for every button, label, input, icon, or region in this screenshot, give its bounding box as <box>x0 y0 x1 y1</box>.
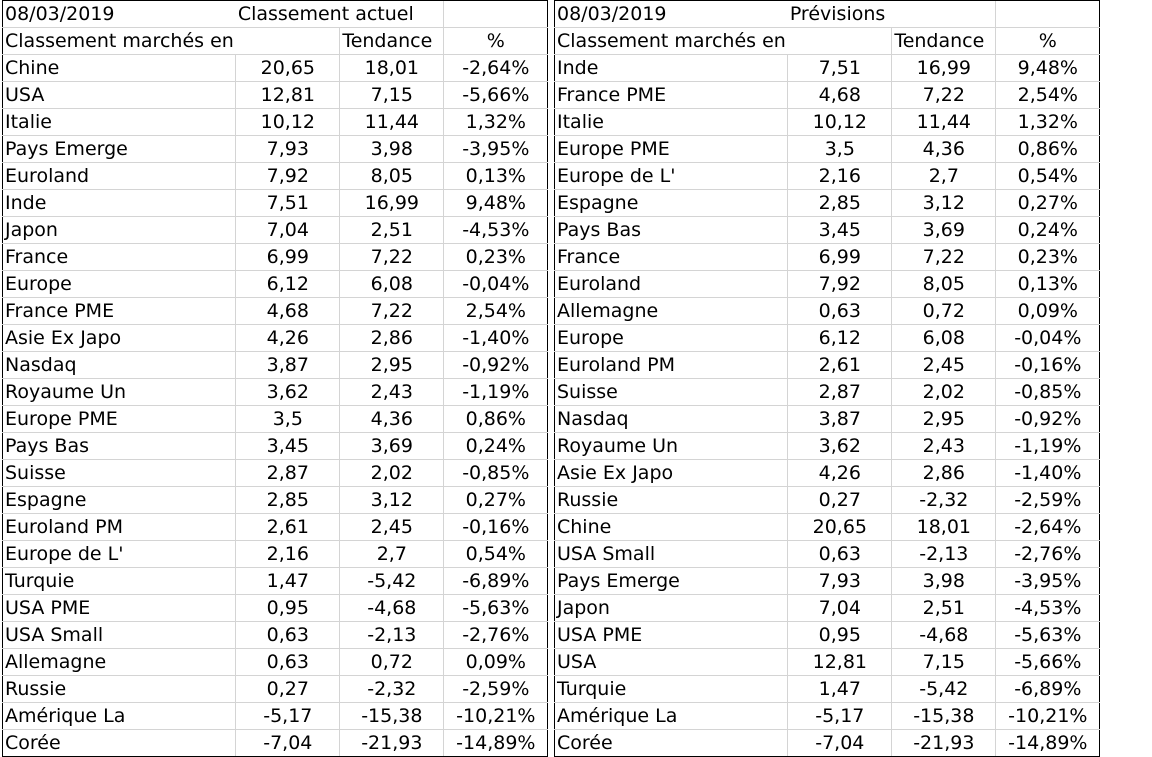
ranking-value-cell[interactable]: 7,93 <box>236 136 340 163</box>
percent-change-cell[interactable]: -2,59% <box>996 487 1100 514</box>
trend-value-cell[interactable]: -15,38 <box>892 703 996 730</box>
column-header-empty[interactable] <box>788 28 892 55</box>
trend-value-cell[interactable]: 6,08 <box>340 271 444 298</box>
percent-change-cell[interactable]: 0,27% <box>996 190 1100 217</box>
ranking-value-cell[interactable]: -7,04 <box>236 730 340 757</box>
percent-change-cell[interactable]: -3,95% <box>444 136 548 163</box>
trend-value-cell[interactable]: 4,36 <box>340 406 444 433</box>
table-row <box>555 163 1100 190</box>
table-row <box>3 541 548 568</box>
trend-value-cell[interactable]: 4,36 <box>892 136 996 163</box>
percent-change-cell[interactable]: -5,66% <box>444 82 548 109</box>
column-header-trend[interactable]: Tendance <box>340 28 444 55</box>
market-name-cell[interactable]: Japon <box>555 595 788 622</box>
percent-change-cell[interactable]: 2,54% <box>444 298 548 325</box>
market-name-cell[interactable]: Pays Bas <box>555 217 788 244</box>
percent-change-cell[interactable]: -0,85% <box>996 379 1100 406</box>
trend-value-cell[interactable]: 7,15 <box>892 649 996 676</box>
column-header-name[interactable]: Classement marchés en <box>555 28 788 55</box>
percent-change-cell[interactable]: -5,63% <box>444 595 548 622</box>
table-row <box>555 298 1100 325</box>
market-name-cell[interactable]: Russie <box>3 676 236 703</box>
ranking-value-cell[interactable]: 0,63 <box>236 622 340 649</box>
percent-change-cell[interactable]: -2,76% <box>996 541 1100 568</box>
trend-value-cell[interactable]: 11,44 <box>892 109 996 136</box>
table-row <box>3 514 548 541</box>
trend-value-cell[interactable]: 7,22 <box>340 298 444 325</box>
percent-change-cell[interactable]: 0,24% <box>996 217 1100 244</box>
trend-value-cell[interactable]: 3,69 <box>892 217 996 244</box>
market-name-cell[interactable]: Japon <box>3 217 236 244</box>
trend-value-cell[interactable]: -2,13 <box>892 541 996 568</box>
market-name-cell[interactable]: Suisse <box>555 379 788 406</box>
table-row <box>555 676 1100 703</box>
percent-change-cell[interactable]: -1,40% <box>996 460 1100 487</box>
table-row <box>555 730 1100 757</box>
percent-change-cell[interactable]: 0,13% <box>444 163 548 190</box>
market-name-cell[interactable]: Inde <box>555 55 788 82</box>
trend-value-cell[interactable]: 2,45 <box>892 352 996 379</box>
market-name-cell[interactable]: Royaume Un <box>3 379 236 406</box>
table-row <box>3 82 548 109</box>
table-row <box>3 406 548 433</box>
table-row <box>555 460 1100 487</box>
ranking-value-cell[interactable]: 3,87 <box>236 352 340 379</box>
trend-value-cell[interactable]: 3,12 <box>340 487 444 514</box>
table-row <box>555 649 1100 676</box>
trend-value-cell[interactable]: 2,95 <box>892 406 996 433</box>
percent-change-cell[interactable]: -1,19% <box>996 433 1100 460</box>
market-name-cell[interactable]: Europe <box>3 271 236 298</box>
trend-value-cell[interactable]: -5,42 <box>892 676 996 703</box>
market-name-cell[interactable]: USA <box>3 82 236 109</box>
table-row <box>3 109 548 136</box>
percent-change-cell[interactable]: 0,24% <box>444 433 548 460</box>
ranking-value-cell[interactable]: 2,16 <box>236 541 340 568</box>
trend-value-cell[interactable]: 3,98 <box>892 568 996 595</box>
table-row <box>3 271 548 298</box>
table-row <box>555 325 1100 352</box>
header-row <box>3 28 548 55</box>
ranking-value-cell[interactable]: 3,5 <box>788 136 892 163</box>
ranking-value-cell[interactable]: 3,87 <box>788 406 892 433</box>
market-name-cell[interactable]: France <box>3 244 236 271</box>
market-name-cell[interactable]: Euroland <box>555 271 788 298</box>
market-name-cell[interactable]: USA Small <box>3 622 236 649</box>
ranking-value-cell[interactable]: 7,92 <box>788 271 892 298</box>
table-row <box>555 217 1100 244</box>
market-name-cell[interactable]: Chine <box>3 55 236 82</box>
market-name-cell[interactable]: USA PME <box>3 595 236 622</box>
ranking-value-cell[interactable]: 2,61 <box>236 514 340 541</box>
percent-change-cell[interactable]: -1,40% <box>444 325 548 352</box>
market-name-cell[interactable]: Europe de L' <box>3 541 236 568</box>
trend-value-cell[interactable]: 2,43 <box>340 379 444 406</box>
market-name-cell[interactable]: Russie <box>555 487 788 514</box>
table-row <box>3 190 548 217</box>
market-name-cell[interactable]: Royaume Un <box>555 433 788 460</box>
percent-change-cell[interactable]: 0,13% <box>996 271 1100 298</box>
percent-change-cell[interactable]: -0,92% <box>444 352 548 379</box>
trend-value-cell[interactable]: -5,42 <box>340 568 444 595</box>
market-name-cell[interactable]: Chine <box>555 514 788 541</box>
percent-change-cell[interactable]: -10,21% <box>996 703 1100 730</box>
table-row <box>555 433 1100 460</box>
market-name-cell[interactable]: USA PME <box>555 622 788 649</box>
ranking-value-cell[interactable]: 0,95 <box>236 595 340 622</box>
ranking-value-cell[interactable]: 7,92 <box>236 163 340 190</box>
market-name-cell[interactable]: Euroland PM <box>555 352 788 379</box>
trend-value-cell[interactable]: 3,69 <box>340 433 444 460</box>
forecast-table <box>554 0 1100 757</box>
current-ranking-body <box>3 1 548 757</box>
trend-value-cell[interactable]: 2,02 <box>892 379 996 406</box>
trend-value-cell[interactable]: 3,98 <box>340 136 444 163</box>
trend-value-cell[interactable]: 16,99 <box>892 55 996 82</box>
table-row <box>3 649 548 676</box>
trend-value-cell[interactable]: 2,86 <box>892 460 996 487</box>
market-name-cell[interactable]: Europe de L' <box>555 163 788 190</box>
market-name-cell[interactable]: Corée <box>555 730 788 757</box>
percent-change-cell[interactable]: 9,48% <box>996 55 1100 82</box>
market-name-cell[interactable]: Turquie <box>3 568 236 595</box>
percent-change-cell[interactable]: 0,23% <box>444 244 548 271</box>
ranking-value-cell[interactable]: 3,62 <box>236 379 340 406</box>
market-name-cell[interactable]: Asie Ex Japo <box>555 460 788 487</box>
market-name-cell[interactable]: USA <box>555 649 788 676</box>
ranking-value-cell[interactable]: 3,45 <box>236 433 340 460</box>
market-name-cell[interactable]: Espagne <box>3 487 236 514</box>
table-row <box>555 352 1100 379</box>
table-row <box>555 136 1100 163</box>
percent-change-cell[interactable]: -4,53% <box>996 595 1100 622</box>
percent-change-cell[interactable]: 0,86% <box>996 136 1100 163</box>
market-name-cell[interactable]: Corée <box>3 730 236 757</box>
ranking-value-cell[interactable]: 7,51 <box>788 55 892 82</box>
ranking-value-cell[interactable]: 20,65 <box>788 514 892 541</box>
trend-value-cell[interactable]: 3,12 <box>892 190 996 217</box>
trend-value-cell[interactable]: -2,32 <box>892 487 996 514</box>
market-name-cell[interactable]: Turquie <box>555 676 788 703</box>
title-row <box>555 1 1100 28</box>
percent-change-cell[interactable]: 0,86% <box>444 406 548 433</box>
percent-change-cell[interactable]: -6,89% <box>444 568 548 595</box>
column-header-empty[interactable] <box>236 28 340 55</box>
table-row <box>3 163 548 190</box>
percent-change-cell[interactable]: 0,54% <box>444 541 548 568</box>
ranking-value-cell[interactable]: 10,12 <box>236 109 340 136</box>
ranking-value-cell[interactable]: 2,61 <box>788 352 892 379</box>
percent-change-cell[interactable]: 9,48% <box>444 190 548 217</box>
trend-value-cell[interactable]: 0,72 <box>340 649 444 676</box>
market-name-cell[interactable]: Pays Emerge <box>555 568 788 595</box>
trend-value-cell[interactable]: 8,05 <box>892 271 996 298</box>
market-name-cell[interactable]: Nasdaq <box>3 352 236 379</box>
percent-change-cell[interactable]: 1,32% <box>444 109 548 136</box>
table-row <box>555 703 1100 730</box>
column-header-percent[interactable]: % <box>996 28 1100 55</box>
market-name-cell[interactable]: Italie <box>555 109 788 136</box>
market-name-cell[interactable]: Espagne <box>555 190 788 217</box>
trend-value-cell[interactable]: -2,13 <box>340 622 444 649</box>
ranking-value-cell[interactable]: 0,95 <box>788 622 892 649</box>
percent-change-cell[interactable]: -10,21% <box>444 703 548 730</box>
trend-value-cell[interactable]: 11,44 <box>340 109 444 136</box>
trend-value-cell[interactable]: -21,93 <box>892 730 996 757</box>
market-name-cell[interactable]: Allemagne <box>3 649 236 676</box>
table-row <box>555 271 1100 298</box>
percent-change-cell[interactable]: 0,09% <box>996 298 1100 325</box>
market-name-cell[interactable]: Amérique La <box>555 703 788 730</box>
current-ranking-table <box>2 0 548 757</box>
ranking-value-cell[interactable]: 3,45 <box>788 217 892 244</box>
table-row <box>3 487 548 514</box>
percent-change-cell[interactable]: -4,53% <box>444 217 548 244</box>
header-row <box>555 28 1100 55</box>
trend-value-cell[interactable]: 2,43 <box>892 433 996 460</box>
market-name-cell[interactable]: France <box>555 244 788 271</box>
table-row <box>555 109 1100 136</box>
percent-change-cell[interactable]: -3,95% <box>996 568 1100 595</box>
percent-change-cell[interactable]: -0,16% <box>996 352 1100 379</box>
ranking-value-cell[interactable]: 4,26 <box>236 325 340 352</box>
table-row <box>555 379 1100 406</box>
ranking-value-cell[interactable]: 0,63 <box>788 541 892 568</box>
table-row <box>3 460 548 487</box>
ranking-value-cell[interactable]: -5,17 <box>236 703 340 730</box>
market-name-cell[interactable]: Asie Ex Japo <box>3 325 236 352</box>
percent-change-cell[interactable]: -14,89% <box>444 730 548 757</box>
forecast-body <box>555 1 1100 757</box>
percent-change-cell[interactable]: -1,19% <box>444 379 548 406</box>
percent-change-cell[interactable]: -2,76% <box>444 622 548 649</box>
trend-value-cell[interactable]: 2,51 <box>892 595 996 622</box>
percent-change-cell[interactable]: 0,09% <box>444 649 548 676</box>
ranking-value-cell[interactable]: 6,12 <box>236 271 340 298</box>
table-title-cell[interactable]: Prévisions <box>788 1 996 28</box>
trend-value-cell[interactable]: -21,93 <box>340 730 444 757</box>
ranking-value-cell[interactable]: 0,63 <box>236 649 340 676</box>
title-row <box>3 1 548 28</box>
table-row <box>555 244 1100 271</box>
table-row <box>3 379 548 406</box>
table-row <box>3 433 548 460</box>
percent-change-cell[interactable]: 2,54% <box>996 82 1100 109</box>
market-name-cell[interactable]: France PME <box>555 82 788 109</box>
table-row <box>555 514 1100 541</box>
table-row <box>555 541 1100 568</box>
market-name-cell[interactable]: Amérique La <box>3 703 236 730</box>
percent-change-cell[interactable]: -5,66% <box>996 649 1100 676</box>
percent-change-cell[interactable]: -2,59% <box>444 676 548 703</box>
trend-value-cell[interactable]: 7,15 <box>340 82 444 109</box>
table-row <box>3 595 548 622</box>
ranking-value-cell[interactable]: 7,51 <box>236 190 340 217</box>
table-row <box>555 190 1100 217</box>
market-name-cell[interactable]: France PME <box>3 298 236 325</box>
table-row <box>3 568 548 595</box>
table-row <box>3 136 548 163</box>
trend-value-cell[interactable]: 2,51 <box>340 217 444 244</box>
ranking-value-cell[interactable]: 7,04 <box>236 217 340 244</box>
ranking-value-cell[interactable]: 7,93 <box>788 568 892 595</box>
table-row <box>3 217 548 244</box>
percent-change-cell[interactable]: -2,64% <box>996 514 1100 541</box>
trend-value-cell[interactable]: 8,05 <box>340 163 444 190</box>
ranking-value-cell[interactable]: 0,27 <box>788 487 892 514</box>
trend-value-cell[interactable]: -15,38 <box>340 703 444 730</box>
table-row <box>3 730 548 757</box>
table-row <box>3 244 548 271</box>
trend-value-cell[interactable]: 2,02 <box>340 460 444 487</box>
percent-change-cell[interactable]: -0,16% <box>444 514 548 541</box>
table-row <box>3 622 548 649</box>
market-name-cell[interactable]: Euroland <box>3 163 236 190</box>
percent-change-cell[interactable]: 0,54% <box>996 163 1100 190</box>
market-name-cell[interactable]: Allemagne <box>555 298 788 325</box>
table-row <box>3 676 548 703</box>
ranking-value-cell[interactable]: 1,47 <box>788 676 892 703</box>
market-name-cell[interactable]: Euroland PM <box>3 514 236 541</box>
ranking-value-cell[interactable]: 0,63 <box>788 298 892 325</box>
trend-value-cell[interactable]: 2,7 <box>340 541 444 568</box>
market-name-cell[interactable]: USA Small <box>555 541 788 568</box>
trend-value-cell[interactable]: 2,95 <box>340 352 444 379</box>
ranking-value-cell[interactable]: 4,26 <box>788 460 892 487</box>
table-row <box>555 622 1100 649</box>
trend-value-cell[interactable]: 0,72 <box>892 298 996 325</box>
market-name-cell[interactable]: Pays Bas <box>3 433 236 460</box>
ranking-value-cell[interactable]: 6,99 <box>788 244 892 271</box>
table-row <box>555 568 1100 595</box>
table-row <box>3 325 548 352</box>
market-name-cell[interactable]: Europe PME <box>3 406 236 433</box>
ranking-value-cell[interactable]: 12,81 <box>788 649 892 676</box>
table-row <box>3 703 548 730</box>
market-name-cell[interactable]: Europe PME <box>555 136 788 163</box>
ranking-value-cell[interactable]: 3,5 <box>236 406 340 433</box>
trend-value-cell[interactable]: 2,45 <box>340 514 444 541</box>
trend-value-cell[interactable]: 18,01 <box>340 55 444 82</box>
percent-change-cell[interactable]: 0,23% <box>996 244 1100 271</box>
trend-value-cell[interactable]: -2,32 <box>340 676 444 703</box>
market-name-cell[interactable]: Suisse <box>3 460 236 487</box>
date-cell[interactable]: 08/03/2019 <box>555 1 788 28</box>
percent-change-cell[interactable]: 0,27% <box>444 487 548 514</box>
table-row <box>3 55 548 82</box>
table-title-cell[interactable]: Classement actuel <box>236 1 444 28</box>
trend-value-cell[interactable]: 2,86 <box>340 325 444 352</box>
ranking-value-cell[interactable]: 10,12 <box>788 109 892 136</box>
trend-value-cell[interactable]: 6,08 <box>892 325 996 352</box>
percent-change-cell[interactable]: -0,92% <box>996 406 1100 433</box>
ranking-value-cell[interactable]: -7,04 <box>788 730 892 757</box>
ranking-value-cell[interactable]: -5,17 <box>788 703 892 730</box>
ranking-value-cell[interactable]: 7,04 <box>788 595 892 622</box>
table-row <box>555 55 1100 82</box>
table-row <box>555 595 1100 622</box>
trend-value-cell[interactable]: 7,22 <box>340 244 444 271</box>
percent-change-cell[interactable]: -0,85% <box>444 460 548 487</box>
column-header-trend[interactable]: Tendance <box>892 28 996 55</box>
trend-value-cell[interactable]: -4,68 <box>340 595 444 622</box>
date-cell[interactable]: 08/03/2019 <box>3 1 236 28</box>
trend-value-cell[interactable]: 7,22 <box>892 244 996 271</box>
percent-change-cell[interactable]: -5,63% <box>996 622 1100 649</box>
table-row <box>555 82 1100 109</box>
ranking-value-cell[interactable]: 2,85 <box>236 487 340 514</box>
ranking-value-cell[interactable]: 4,68 <box>236 298 340 325</box>
percent-change-cell[interactable]: -6,89% <box>996 676 1100 703</box>
percent-change-cell[interactable]: -0,04% <box>996 325 1100 352</box>
table-row <box>555 487 1100 514</box>
ranking-value-cell[interactable]: 20,65 <box>236 55 340 82</box>
trend-value-cell[interactable]: 2,7 <box>892 163 996 190</box>
ranking-value-cell[interactable]: 2,87 <box>236 460 340 487</box>
ranking-value-cell[interactable]: 2,16 <box>788 163 892 190</box>
ranking-value-cell[interactable]: 2,87 <box>788 379 892 406</box>
ranking-value-cell[interactable]: 3,62 <box>788 433 892 460</box>
market-name-cell[interactable]: Inde <box>3 190 236 217</box>
table-row <box>3 352 548 379</box>
percent-change-cell[interactable]: -2,64% <box>444 55 548 82</box>
ranking-value-cell[interactable]: 2,85 <box>788 190 892 217</box>
ranking-value-cell[interactable]: 4,68 <box>788 82 892 109</box>
trend-value-cell[interactable]: 16,99 <box>340 190 444 217</box>
column-header-name[interactable]: Classement marchés en <box>3 28 236 55</box>
table-row <box>3 298 548 325</box>
column-header-percent[interactable]: % <box>444 28 548 55</box>
market-name-cell[interactable]: Pays Emerge <box>3 136 236 163</box>
ranking-value-cell[interactable]: 0,27 <box>236 676 340 703</box>
market-name-cell[interactable]: Italie <box>3 109 236 136</box>
trend-value-cell[interactable]: -4,68 <box>892 622 996 649</box>
trend-value-cell[interactable]: 18,01 <box>892 514 996 541</box>
percent-change-cell[interactable]: -0,04% <box>444 271 548 298</box>
ranking-value-cell[interactable]: 6,99 <box>236 244 340 271</box>
percent-change-cell[interactable]: -14,89% <box>996 730 1100 757</box>
ranking-value-cell[interactable]: 6,12 <box>788 325 892 352</box>
percent-change-cell[interactable]: 1,32% <box>996 109 1100 136</box>
market-name-cell[interactable]: Nasdaq <box>555 406 788 433</box>
table-row <box>555 406 1100 433</box>
ranking-value-cell[interactable]: 1,47 <box>236 568 340 595</box>
trend-value-cell[interactable]: 7,22 <box>892 82 996 109</box>
market-name-cell[interactable]: Europe <box>555 325 788 352</box>
empty-cell[interactable] <box>996 1 1100 28</box>
empty-cell[interactable] <box>444 1 548 28</box>
ranking-value-cell[interactable]: 12,81 <box>236 82 340 109</box>
